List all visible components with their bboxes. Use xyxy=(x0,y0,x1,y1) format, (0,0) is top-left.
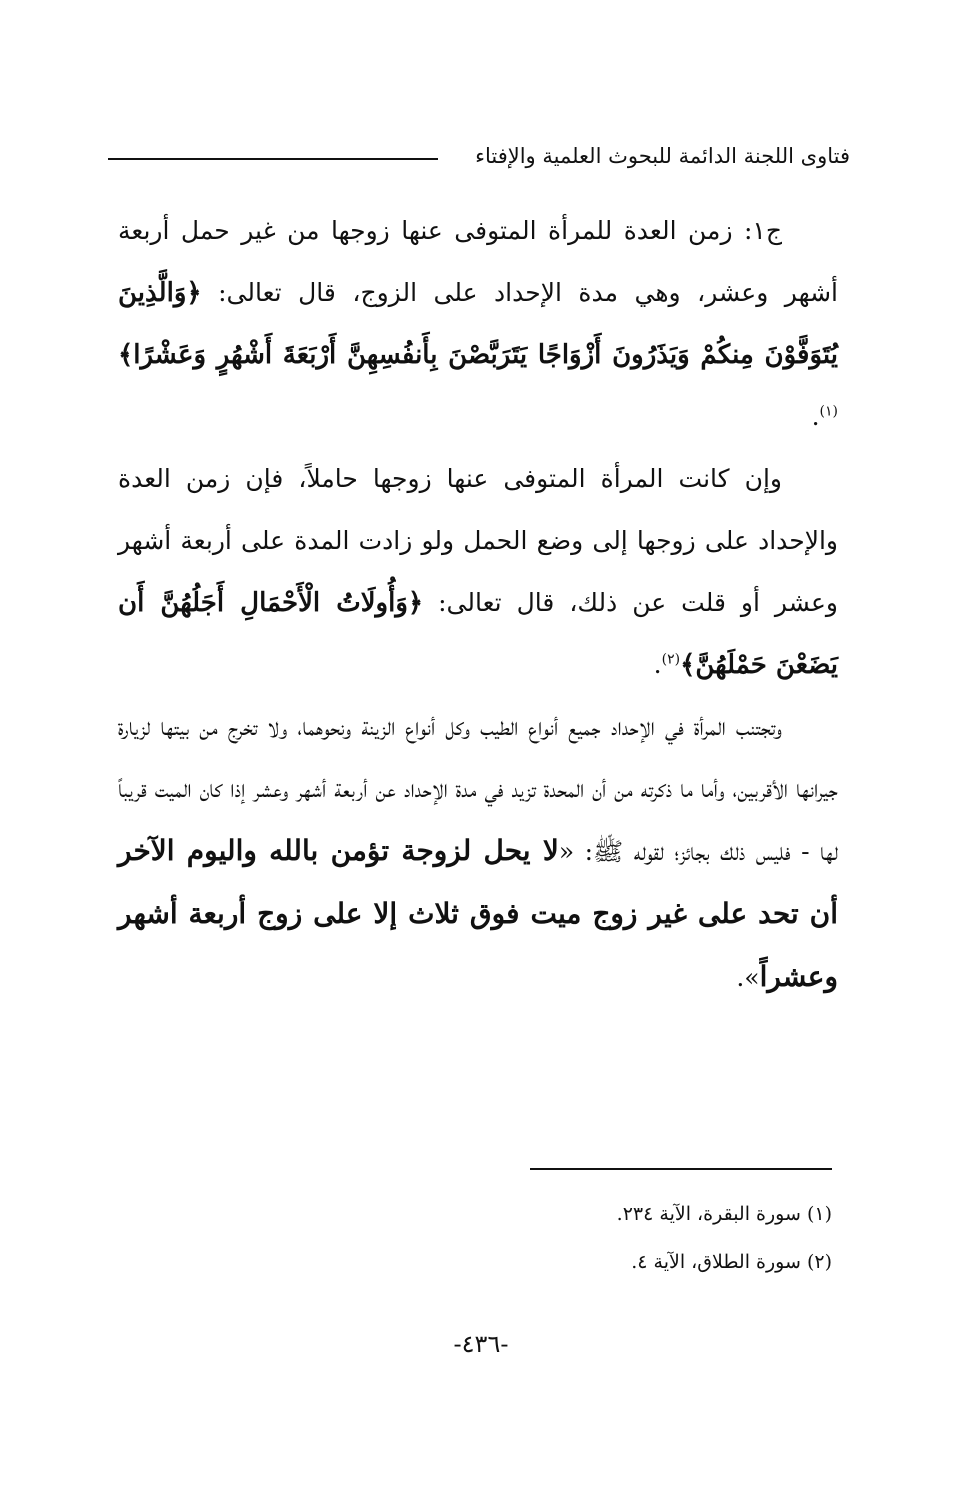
paragraph-1-end: . xyxy=(811,402,820,431)
quran-verse-1: ﴿وَالَّذِينَ يُتَوَفَّوْنَ مِنكُمْ وَيَذَرُونَ أَزْوَاجًا يَتَرَبَّصْنَ بِأَنفُسِهِنَّ أَرْبَعَةَ أَشْهُرٍ وَعَشْرًا﴾ xyxy=(118,278,838,370)
footnote-rule xyxy=(530,1168,832,1170)
quran-verse-2: ﴿وَأُولَاتُ الْأَحْمَالِ أَجَلُهُنَّ أَن يَضَعْنَ حَمْلَهُنَّ﴾ xyxy=(118,588,838,680)
header-title: فتاوى اللجنة الدائمة للبحوث العلمية والإفتاء xyxy=(475,144,850,168)
paragraph-1-text: ج١: زمن العدة للمرأة المتوفى عنها زوجها من غير حمل أربعة أشهر وعشر، وهي مدة الإحداد على الزوج، قال تعالى: xyxy=(118,216,838,307)
paragraph-2-end: . xyxy=(653,650,662,679)
footnotes xyxy=(530,1190,832,1286)
page-body xyxy=(118,200,838,1009)
paragraph-3-text: وتجتنب المرأة في الإحداد جميع أنواع الطيب وكل أنواع الزينة ونحوهما، ولا تخرج من بيتها لزيارة جيرانها الأقربين، وأما ما ذكرته من أن المحدة تزيد في مدة الإحداد عن أربعة أشهر وعشر إذا كان الميت قريباً لها - فليس ذلك بجائز؛ لقوله ﷺ: « xyxy=(118,712,838,866)
hadith-quote: لا يحل لزوجة تؤمن بالله واليوم الآخر أن تحد على غير زوج ميت فوق ثلاث إلا على زوج أربعة أشهر وعشراً xyxy=(118,834,838,993)
paragraph-2-text: وإن كانت المرأة المتوفى عنها زوجها حاملاً، فإن زمن العدة والإحداد على زوجها إلى وضع الحمل ولو زادت المدة على أربعة أشهر وعشر أو قلت عن ذلك، قال تعالى: xyxy=(118,464,838,617)
answer-paragraph-3 xyxy=(118,696,838,1009)
page-number: -٤٣٦- xyxy=(453,1330,509,1358)
running-header xyxy=(108,140,850,180)
footnote-1: (١) سورة البقرة، الآية ٢٣٤. xyxy=(616,1203,832,1225)
header-rule xyxy=(108,158,438,160)
footnote-ref-2: (٢) xyxy=(661,651,681,668)
paragraph-3-end: ». xyxy=(736,963,760,992)
footnote-ref-1: (١) xyxy=(819,403,838,420)
answer-paragraph-2 xyxy=(118,448,838,696)
footnote-2: (٢) سورة الطلاق، الآية ٤. xyxy=(631,1251,832,1273)
answer-paragraph-1 xyxy=(118,200,838,448)
